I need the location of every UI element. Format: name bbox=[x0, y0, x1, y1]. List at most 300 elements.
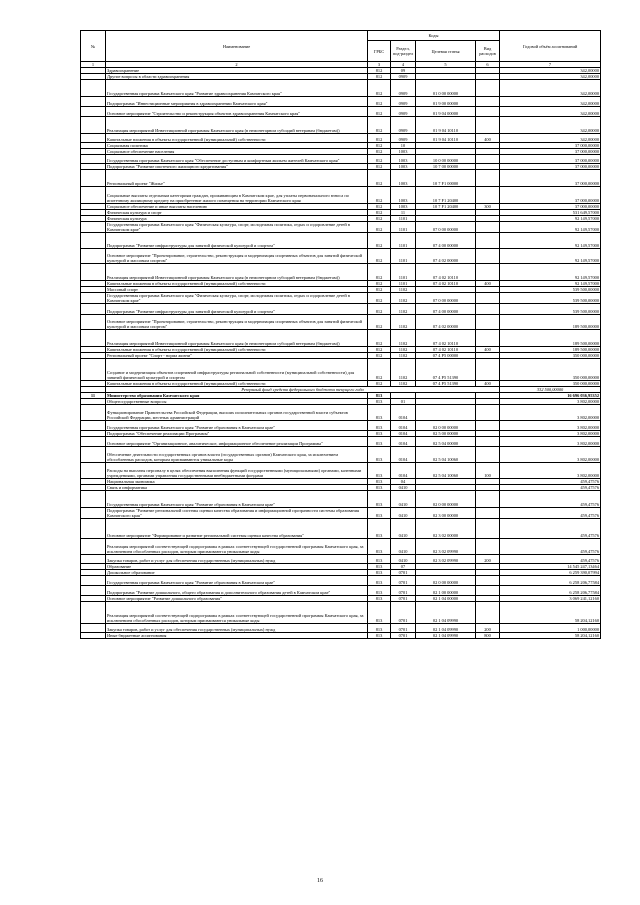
table-row bbox=[81, 187, 601, 204]
cell-num bbox=[81, 633, 106, 639]
cell-grbs: 812 bbox=[368, 330, 391, 347]
cell-vr bbox=[476, 576, 500, 586]
cell-razdel: 1102 bbox=[391, 359, 416, 381]
cell-sum: 3 069 241,12160 bbox=[500, 596, 601, 602]
cell-sum: 342,00000 bbox=[500, 68, 601, 74]
cell-vr: 100 bbox=[476, 463, 500, 479]
cell-grbs: 813 bbox=[368, 539, 391, 555]
cell-vr bbox=[476, 107, 500, 117]
table-row bbox=[81, 222, 601, 233]
cell-grbs: 812 bbox=[368, 222, 391, 233]
cell-sum: 37 000,00000 bbox=[500, 155, 601, 164]
cell-name: Функционирование Правительства Российской Федерации, высших исполнительных органов государственной власти субъектов Российской Федерации, местных администраций bbox=[106, 405, 368, 421]
cell-grbs: 812 bbox=[368, 359, 391, 381]
col-header-vr: Вид расходов bbox=[476, 41, 500, 62]
cell-name: Министерство образования Камчатского края bbox=[106, 393, 368, 399]
cell-grbs: 812 bbox=[368, 204, 391, 210]
cell-vr bbox=[476, 187, 500, 204]
cell-grbs: 813 bbox=[368, 437, 391, 447]
cell-name: Закупка товаров, работ и услуг для обеспечения государственных (муниципальных) нужд bbox=[106, 555, 368, 564]
cell-csr: 07 4 02 10110 bbox=[416, 264, 476, 281]
cell-sum: 37 000,00000 bbox=[500, 164, 601, 170]
cell-name: Образование bbox=[106, 564, 368, 570]
cell-num bbox=[81, 519, 106, 539]
table-row bbox=[81, 508, 601, 519]
table-row bbox=[81, 264, 601, 281]
cell-sum: 92 149,57000 bbox=[500, 281, 601, 287]
cell-num bbox=[81, 508, 106, 519]
cell-grbs: 812 bbox=[368, 149, 391, 155]
cell-grbs: 813 bbox=[368, 479, 391, 485]
cell-name: Основное мероприятие "Проектирование, строительство, реконструкция и модернизация спортивных объектов для занятий физической культурой и массовым спортом" bbox=[106, 249, 368, 264]
cell-sum: 16 696 036,95352 bbox=[500, 393, 601, 399]
cell-name: Государственная программа Камчатского края "Развитие образования в Камчатском крае" bbox=[106, 576, 368, 586]
table-row bbox=[81, 421, 601, 431]
col-index: 3 bbox=[368, 62, 391, 68]
cell-name: Национальная экономика bbox=[106, 479, 368, 485]
cell-csr: 01 0 00 00000 bbox=[416, 80, 476, 97]
cell-grbs: 812 bbox=[368, 249, 391, 264]
cell-vr bbox=[476, 602, 500, 624]
table-row bbox=[81, 304, 601, 315]
cell-num bbox=[81, 170, 106, 187]
cell-name: Физическая культура и спорт bbox=[106, 210, 368, 216]
cell-vr bbox=[476, 539, 500, 555]
cell-csr: 02 0 00 00000 bbox=[416, 421, 476, 431]
cell-grbs: 813 bbox=[368, 508, 391, 519]
cell-sum: 92 149,57000 bbox=[500, 264, 601, 281]
cell-razdel: 01 bbox=[391, 399, 416, 405]
cell-razdel: 1003 bbox=[391, 204, 416, 210]
cell-sum: 6 258 206,77584 bbox=[500, 586, 601, 596]
cell-grbs: 813 bbox=[368, 596, 391, 602]
cell-name: Дошкольное образование bbox=[106, 570, 368, 576]
cell-csr: 02 5 00 00000 bbox=[416, 431, 476, 437]
cell-razdel: 0104 bbox=[391, 437, 416, 447]
table-row bbox=[81, 463, 601, 479]
cell-grbs: 812 bbox=[368, 347, 391, 353]
cell-razdel: 1003 bbox=[391, 170, 416, 187]
table-row bbox=[81, 519, 601, 539]
cell-razdel: 0410 bbox=[391, 539, 416, 555]
cell-sum: 342,00000 bbox=[500, 74, 601, 80]
cell-razdel: 0410 bbox=[391, 491, 416, 508]
cell-sum: 37 000,00000 bbox=[500, 187, 601, 204]
cell-grbs: 812 bbox=[368, 210, 391, 216]
cell-name: Государственная программа Камчатского края "Физическая культура, спорт, молодежная политика, отдых и оздоровление детей в Камчатском крае" bbox=[106, 293, 368, 304]
cell-num: 11 bbox=[81, 393, 106, 399]
cell-csr: 02 1 04 09990 bbox=[416, 602, 476, 624]
cell-grbs: 812 bbox=[368, 381, 391, 387]
cell-grbs: 812 bbox=[368, 117, 391, 134]
cell-name: Реализация мероприятий соответствующей подпрограммы в рамках соответствующей государственной программы Камчатского края, за исключением обособленных расходов, которым присваиваются уникальные коды bbox=[106, 602, 368, 624]
cell-sum: 459,47576 bbox=[500, 508, 601, 519]
cell-name: Связь и информатика bbox=[106, 485, 368, 491]
cell-csr: 02 1 04 09990 bbox=[416, 633, 476, 639]
cell-num bbox=[81, 586, 106, 596]
cell-csr: 07 4 P5 00000 bbox=[416, 353, 476, 359]
cell-name: Создание и модернизация объектов спортивной инфраструктуры региональной собственности (муниципальной собственности) для занятий физической культурой и спортом bbox=[106, 359, 368, 381]
cell-num bbox=[81, 293, 106, 304]
cell-num bbox=[81, 624, 106, 633]
cell-csr: 07 4 00 00000 bbox=[416, 233, 476, 249]
cell-vr: 400 bbox=[476, 381, 500, 387]
cell-name: Региональный проект "Жилье" bbox=[106, 170, 368, 187]
cell-num bbox=[81, 359, 106, 381]
cell-name: Основное мероприятие "Формирование и развитие региональной системы оценки качества образования" bbox=[106, 519, 368, 539]
cell-name: Реализация мероприятий Инвестиционной программы Камчатского края (в немонетарном субсидий ветеранам (бюджетам)) bbox=[106, 330, 368, 347]
cell-grbs: 813 bbox=[368, 421, 391, 431]
cell-num bbox=[81, 539, 106, 555]
cell-name: Реализация мероприятий Инвестиционной программы Камчатского края (в немонетарном субсидий ветеранам (бюджетам)) bbox=[106, 117, 368, 134]
cell-num bbox=[81, 222, 106, 233]
cell-sum: 189 500,00000 bbox=[500, 315, 601, 330]
cell-sum: 3 802,00000 bbox=[500, 463, 601, 479]
cell-vr: 200 bbox=[476, 624, 500, 633]
cell-sum: 92 149,57000 bbox=[500, 233, 601, 249]
cell-sum: 531 649,57000 bbox=[500, 210, 601, 216]
cell-grbs: 813 bbox=[368, 393, 391, 399]
cell-num bbox=[81, 491, 106, 508]
col-index: 5 bbox=[416, 62, 476, 68]
cell-vr bbox=[476, 447, 500, 463]
cell-name: Реализация мероприятий соответствующей подпрограммы в рамках соответствующей государственной программы Камчатского края, за исключением обособленных расходов, которым присваиваются уникальные коды bbox=[106, 539, 368, 555]
cell-razdel: 0410 bbox=[391, 519, 416, 539]
cell-razdel: 1102 bbox=[391, 304, 416, 315]
col-header-razdel: Раздел, под-раздел bbox=[391, 41, 416, 62]
cell-grbs: 812 bbox=[368, 80, 391, 97]
cell-name: Основное мероприятие "Организационное, аналитическое, информационное обеспечение реализации Программы" bbox=[106, 437, 368, 447]
cell-caption: Резервный фонд средств федерального бюджета текущего года bbox=[106, 387, 500, 393]
cell-name: Подпрограмма "Инвестиционные мероприятия в здравоохранении Камчатского края" bbox=[106, 97, 368, 107]
col-index: 2 bbox=[106, 62, 368, 68]
cell-name: Государственная программа Камчатского края "Развитие здравоохранения Камчатского края" bbox=[106, 80, 368, 97]
cell-sum: 92 149,57000 bbox=[500, 216, 601, 222]
cell-name: Расходы на выплаты персоналу в целях обеспечения выполнения функций государственными (муниципальными) органами, казенными учреждениями, органами управления государственными внебюджетными фондами bbox=[106, 463, 368, 479]
cell-razdel: 1101 bbox=[391, 216, 416, 222]
cell-grbs: 812 bbox=[368, 107, 391, 117]
cell-csr: 02 0 00 00000 bbox=[416, 576, 476, 586]
cell-sum: 342,00000 bbox=[500, 107, 601, 117]
cell-razdel: 0701 bbox=[391, 633, 416, 639]
cell-razdel: 1102 bbox=[391, 315, 416, 330]
cell-razdel: 1101 bbox=[391, 249, 416, 264]
cell-name: Реализация мероприятий Инвестиционной программы Камчатского края (в немонетарном субсидий ветеранам (бюджетам)) bbox=[106, 264, 368, 281]
cell-grbs: 812 bbox=[368, 68, 391, 74]
cell-vr bbox=[476, 437, 500, 447]
col-header-total: Годовой объём ассигнований bbox=[500, 31, 601, 62]
cell-csr: 02 1 04 00000 bbox=[416, 596, 476, 602]
table-row bbox=[81, 624, 601, 633]
cell-num bbox=[81, 405, 106, 421]
cell-sum: 342,00000 bbox=[500, 134, 601, 143]
col-header-name: Наименование bbox=[106, 31, 368, 62]
cell-name: Подпрограмма "Развитие ипотечного жилищного кредитования" bbox=[106, 164, 368, 170]
cell-sum: 58 204,12160 bbox=[500, 633, 601, 639]
cell-csr: 10 7 F1 20400 bbox=[416, 204, 476, 210]
cell-sum: 6 258 206,77584 bbox=[500, 576, 601, 586]
cell-grbs: 812 bbox=[368, 164, 391, 170]
cell-grbs: 812 bbox=[368, 287, 391, 293]
cell-csr: 07 4 02 10110 bbox=[416, 330, 476, 347]
cell-num bbox=[81, 107, 106, 117]
cell-name: Социальное обеспечение населения bbox=[106, 149, 368, 155]
cell-grbs: 813 bbox=[368, 586, 391, 596]
cell-csr: 07 4 P5 51390 bbox=[416, 359, 476, 381]
cell-grbs: 813 bbox=[368, 602, 391, 624]
cell-vr: 300 bbox=[476, 204, 500, 210]
cell-num bbox=[81, 117, 106, 134]
cell-grbs: 813 bbox=[368, 491, 391, 508]
cell-name: Закупка товаров, работ и услуг для обеспечения государственных (муниципальных) нужд bbox=[106, 624, 368, 633]
table-row bbox=[81, 170, 601, 187]
col-header-csr: Целевая статья bbox=[416, 41, 476, 62]
cell-name: Социальная политика bbox=[106, 143, 368, 149]
cell-razdel: 0701 bbox=[391, 624, 416, 633]
cell-razdel: 0104 bbox=[391, 463, 416, 479]
cell-sum: 459,47576 bbox=[500, 491, 601, 508]
cell-vr bbox=[476, 293, 500, 304]
cell-sum: 3 802,00000 bbox=[500, 421, 601, 431]
cell-razdel: 1003 bbox=[391, 164, 416, 170]
cell-vr bbox=[476, 222, 500, 233]
cell-sum: 189 500,00000 bbox=[500, 330, 601, 347]
cell-csr bbox=[416, 405, 476, 421]
cell-grbs: 813 bbox=[368, 624, 391, 633]
cell-sum: 539 500,00000 bbox=[500, 293, 601, 304]
cell-name: Основное мероприятие "Строительство и реконструкция объектов здравоохранения Камчатского края" bbox=[106, 107, 368, 117]
cell-name: Капитальные вложения в объекты государственной (муниципальной) собственности bbox=[106, 347, 368, 353]
cell-csr: 02 3 02 09990 bbox=[416, 555, 476, 564]
cell-name: Государственная программа Камчатского края "Развитие образования в Камчатском крае" bbox=[106, 491, 368, 508]
cell-csr: 01 9 04 10110 bbox=[416, 117, 476, 134]
col-index: 4 bbox=[391, 62, 416, 68]
cell-razdel: 10 bbox=[391, 143, 416, 149]
cell-num bbox=[81, 97, 106, 107]
table-row bbox=[81, 491, 601, 508]
cell-grbs: 813 bbox=[368, 485, 391, 491]
cell-vr bbox=[476, 405, 500, 421]
cell-grbs: 813 bbox=[368, 633, 391, 639]
cell-sum: 342,00000 bbox=[500, 117, 601, 134]
cell-name: Подпрограмма "Развитие инфраструктуры для занятий физической культурой и спортом" bbox=[106, 304, 368, 315]
cell-sum: 92 149,57000 bbox=[500, 249, 601, 264]
cell-razdel: 04 bbox=[391, 479, 416, 485]
cell-csr: 02 1 04 09990 bbox=[416, 624, 476, 633]
cell-name: Массовый спорт bbox=[106, 287, 368, 293]
cell-razdel: 0909 bbox=[391, 117, 416, 134]
cell-num bbox=[81, 437, 106, 447]
cell-razdel: 0909 bbox=[391, 134, 416, 143]
cell-razdel: 0701 bbox=[391, 586, 416, 596]
cell-name: Обеспечение деятельности государственных органов власти (государственных органов) Камчатского края, за исключением обособленных расходов, которым присваиваются уникальные коды bbox=[106, 447, 368, 463]
col-index: 7 bbox=[500, 62, 601, 68]
cell-name: Основное мероприятие "Проектирование, строительство, реконструкция и модернизация спортивных объектов для занятий физической культурой и массовым спортом" bbox=[106, 315, 368, 330]
cell-razdel: 1003 bbox=[391, 155, 416, 164]
table-row bbox=[81, 405, 601, 421]
cell-csr: 07 4 02 10110 bbox=[416, 347, 476, 353]
cell-grbs: 812 bbox=[368, 74, 391, 80]
cell-razdel: 0701 bbox=[391, 596, 416, 602]
cell-vr bbox=[476, 421, 500, 431]
cell-csr: 01 9 04 00000 bbox=[416, 107, 476, 117]
cell-name: Капитальные вложения в объекты государственной (муниципальной) собственности bbox=[106, 134, 368, 143]
table-row bbox=[81, 155, 601, 164]
table-row bbox=[81, 437, 601, 447]
table-row bbox=[81, 576, 601, 586]
cell-grbs: 813 bbox=[368, 576, 391, 586]
cell-vr bbox=[476, 519, 500, 539]
cell-csr: 02 5 04 10060 bbox=[416, 463, 476, 479]
table-row bbox=[81, 586, 601, 596]
cell-num bbox=[81, 134, 106, 143]
cell-name: Региональный проект "Спорт - норма жизни" bbox=[106, 353, 368, 359]
cell-grbs: 813 bbox=[368, 405, 391, 421]
table-row bbox=[81, 80, 601, 97]
cell-sum: 459,47576 bbox=[500, 479, 601, 485]
cell-csr: 07 4 P5 51390 bbox=[416, 381, 476, 387]
cell-sum: 539 500,00000 bbox=[500, 287, 601, 293]
cell-razdel: 0104 bbox=[391, 405, 416, 421]
cell-num bbox=[81, 155, 106, 164]
table-row bbox=[81, 233, 601, 249]
cell-razdel: 11 bbox=[391, 210, 416, 216]
cell-name: Государственная программа Камчатского края "Обеспечение доступным и комфортным жильем жителей Камчатского края" bbox=[106, 155, 368, 164]
cell-sum: 3 802,00000 bbox=[500, 399, 601, 405]
cell-razdel: 1101 bbox=[391, 233, 416, 249]
cell-grbs: 812 bbox=[368, 155, 391, 164]
cell-grbs: 812 bbox=[368, 293, 391, 304]
cell-razdel: 0701 bbox=[391, 570, 416, 576]
table-row bbox=[81, 249, 601, 264]
col-header-num: № bbox=[81, 31, 106, 62]
table-row bbox=[81, 555, 601, 564]
table-row bbox=[81, 539, 601, 555]
cell-num bbox=[81, 249, 106, 264]
cell-vr bbox=[476, 586, 500, 596]
cell-grbs: 812 bbox=[368, 134, 391, 143]
cell-razdel: 0104 bbox=[391, 447, 416, 463]
cell-name: Другие вопросы в области здравоохранения bbox=[106, 74, 368, 80]
cell-grbs: 812 bbox=[368, 143, 391, 149]
cell-razdel: 1101 bbox=[391, 281, 416, 287]
cell-num bbox=[81, 602, 106, 624]
cell-grbs: 813 bbox=[368, 431, 391, 437]
cell-name: Основное мероприятие "Развитие дошкольного образования" bbox=[106, 596, 368, 602]
cell-sum: 189 500,00000 bbox=[500, 347, 601, 353]
budget-allocation-table bbox=[80, 30, 601, 639]
cell-vr: 200 bbox=[476, 555, 500, 564]
cell-grbs: 813 bbox=[368, 555, 391, 564]
cell-sum: 342,00000 bbox=[500, 97, 601, 107]
cell-csr: 02 3 02 09990 bbox=[416, 539, 476, 555]
col-index: 1 bbox=[81, 62, 106, 68]
table-row bbox=[81, 447, 601, 463]
cell-razdel: 0410 bbox=[391, 508, 416, 519]
header-row-top bbox=[81, 31, 601, 41]
cell-razdel: 07 bbox=[391, 564, 416, 570]
cell-razdel: 1003 bbox=[391, 149, 416, 155]
cell-razdel: 1101 bbox=[391, 222, 416, 233]
col-header-grbs: ГРБС bbox=[368, 41, 391, 62]
page-number: 16 bbox=[317, 878, 323, 884]
cell-vr bbox=[476, 264, 500, 281]
cell-csr: 07 4 00 00000 bbox=[416, 304, 476, 315]
cell-vr bbox=[476, 249, 500, 264]
cell-sum: 459,47576 bbox=[500, 539, 601, 555]
cell-sum: 6 259 390,07994 bbox=[500, 570, 601, 576]
cell-grbs: 812 bbox=[368, 315, 391, 330]
cell-sum: 350 000,00000 bbox=[500, 353, 601, 359]
cell-sum: 92 149,57000 bbox=[500, 222, 601, 233]
cell-sum: 350 000,00000 bbox=[500, 381, 601, 387]
cell-razdel: 1102 bbox=[391, 330, 416, 347]
cell-grbs: 812 bbox=[368, 304, 391, 315]
cell-sum: 459,47576 bbox=[500, 555, 601, 564]
cell-razdel: 1102 bbox=[391, 381, 416, 387]
cell-num bbox=[81, 330, 106, 347]
cell-name: Подпрограмма "Развитие инфраструктуры для занятий физической культурой и спортом" bbox=[106, 233, 368, 249]
cell-name: Социальное обеспечение и иные выплаты населению bbox=[106, 204, 368, 210]
cell-vr: 400 bbox=[476, 281, 500, 287]
cell-razdel: 0701 bbox=[391, 602, 416, 624]
cell-name: Государственная программа Камчатского края "Развитие образования в Камчатском крае" bbox=[106, 421, 368, 431]
table-row bbox=[81, 633, 601, 639]
cell-name: Социальные выплаты отдельным категориям граждан, проживающим в Камчатском крае, для уплаты первоначального взноса по ипотечному жилищному кредиту на приобретение жилого помещения на территории Камчатского края bbox=[106, 187, 368, 204]
cell-razdel: 1102 bbox=[391, 353, 416, 359]
table-row bbox=[81, 293, 601, 304]
table-row bbox=[81, 117, 601, 134]
cell-sum: 3 802,00000 bbox=[500, 437, 601, 447]
cell-sum: 14 545 247,13464 bbox=[500, 564, 601, 570]
cell-grbs: 813 bbox=[368, 447, 391, 463]
cell-razdel: 1102 bbox=[391, 347, 416, 353]
cell-name: Иные бюджетные ассигнования bbox=[106, 633, 368, 639]
cell-csr: 02 5 04 00000 bbox=[416, 437, 476, 447]
cell-num bbox=[81, 233, 106, 249]
cell-vr bbox=[476, 315, 500, 330]
cell-vr bbox=[476, 491, 500, 508]
table-row bbox=[81, 315, 601, 330]
cell-grbs: 813 bbox=[368, 570, 391, 576]
cell-razdel: 1003 bbox=[391, 187, 416, 204]
cell-razdel: 0909 bbox=[391, 74, 416, 80]
cell-razdel: 09 bbox=[391, 68, 416, 74]
cell-razdel: 0909 bbox=[391, 97, 416, 107]
col-header-codes: Коды bbox=[368, 31, 500, 41]
cell-name: Физическая культура bbox=[106, 216, 368, 222]
cell-sum: 58 204,12160 bbox=[500, 602, 601, 624]
cell-sum: 3 802,00000 bbox=[500, 405, 601, 421]
cell-grbs: 812 bbox=[368, 97, 391, 107]
cell-vr bbox=[476, 508, 500, 519]
cell-num bbox=[81, 555, 106, 564]
cell-grbs: 812 bbox=[368, 353, 391, 359]
cell-num bbox=[81, 447, 106, 463]
cell-grbs: 812 bbox=[368, 216, 391, 222]
table-row bbox=[81, 97, 601, 107]
cell-vr bbox=[476, 117, 500, 134]
budget-table-sheet bbox=[80, 30, 600, 639]
cell-name: Капитальные вложения в объекты государственной (муниципальной) собственности bbox=[106, 281, 368, 287]
cell-csr: 02 1 00 00000 bbox=[416, 586, 476, 596]
cell-sum: 37 000,00000 bbox=[500, 204, 601, 210]
cell-name: Подпрограмма "Обеспечение реализации Программы" bbox=[106, 431, 368, 437]
cell-csr: 07 4 02 00000 bbox=[416, 249, 476, 264]
cell-csr: 02 5 04 10060 bbox=[416, 447, 476, 463]
cell-csr: 07 4 02 00000 bbox=[416, 315, 476, 330]
cell-vr: 400 bbox=[476, 347, 500, 353]
